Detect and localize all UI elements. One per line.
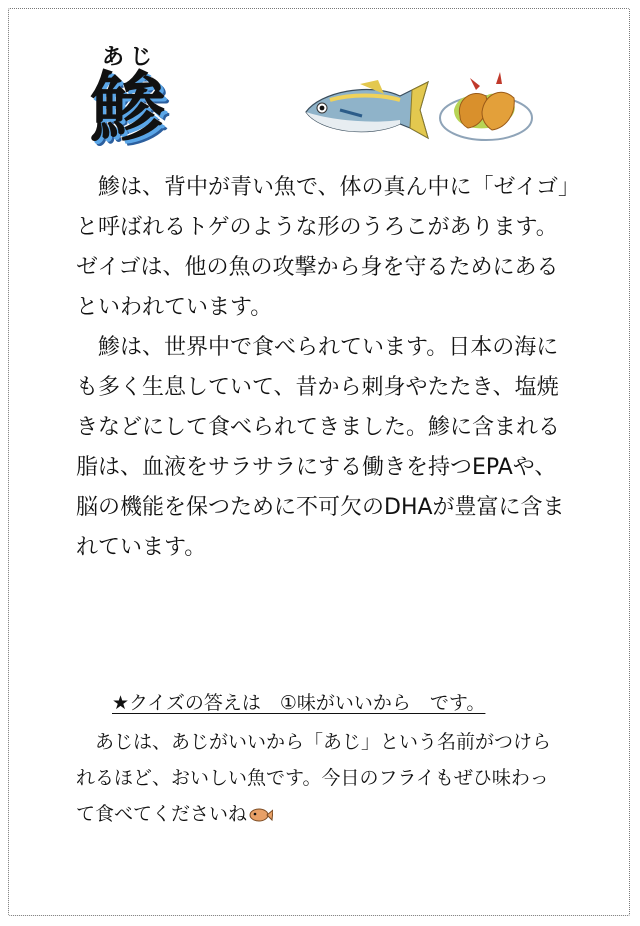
aji-fry-illustration [436, 70, 536, 144]
fish-illustration [300, 76, 432, 144]
answer-text [76, 724, 562, 832]
title-reading: あじ [102, 45, 159, 70]
page-title: 鯵 [90, 63, 166, 152]
fish-face-icon [249, 807, 273, 823]
answer-section [76, 724, 562, 832]
quiz-answer-line: ★クイズの答えは ①味がいいから です。 [112, 692, 486, 714]
paragraph-1: 鯵は、背中が青い魚で、体の真ん中に「ゼイゴ」と呼ばれるトゲのような形のうろこがあります。ゼイゴは、他の魚の攻撃から身を守るためにあるといわれています。 [76, 175, 570, 320]
answer-text-content: あじは、あじがいいから「あじ」という名前がつけられるほど、おいしい魚です。今日のフライもぜひ味わって食べてくださいね [76, 731, 552, 825]
paragraph-2: 鯵は、世界中で食べられています。日本の海にも多く生息していて、昔から刺身やたたき、塩焼きなどにして食べられてきました。鯵に含まれる脂は、血液をサラサラにする働きを持つEPAや、脳の機能を保つために不可欠のDHAが豊富に含まれています。 [76, 335, 565, 560]
article-body [76, 168, 576, 568]
